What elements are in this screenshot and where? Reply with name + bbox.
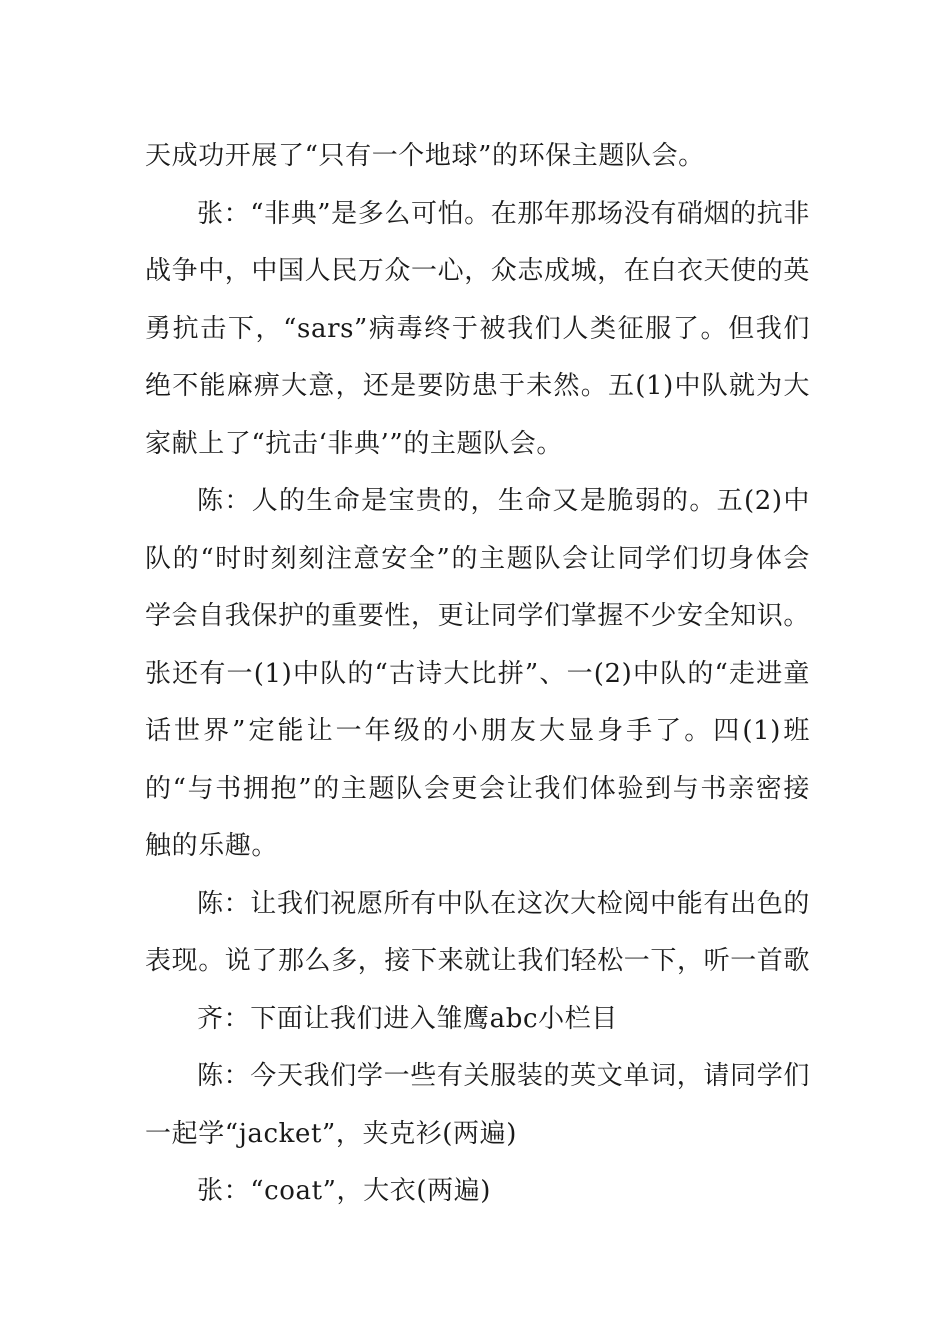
document-body bbox=[145, 128, 810, 1221]
paragraph-chen-clothing: 陈：今天我们学一些有关服装的英文单词，请同学们一起学“jacket”，夹克衫(两遍) bbox=[145, 1061, 810, 1149]
paragraph-continuation: 天成功开展了“只有一个地球”的环保主题队会。 bbox=[145, 141, 705, 171]
paragraph-zhang-coat: 张：“coat”，大衣(两遍) bbox=[197, 1176, 492, 1206]
paragraph-qi-abc: 齐：下面让我们进入雏鹰abc小栏目 bbox=[197, 1003, 618, 1034]
paragraph-zhang-sars: 张：“非典”是多么可怕。在那年那场没有硝烟的抗非战争中，中国人民万众一心，众志成城，在白衣天使的英勇抗击下，“sars”病毒终于被我们人类征服了。但我们绝不能麻痹大意，还是要防患于未然。五(1)中队就为大家献上了“抗击‘非典’”的主题队会。 bbox=[145, 198, 811, 459]
paragraph-chen-wishes: 陈：让我们祝愿所有中队在这次大检阅中能有出色的表现。说了那么多，接下来就让我们轻松一下，听一首歌 bbox=[145, 888, 811, 976]
paragraph-chen-safety: 陈：人的生命是宝贵的，生命又是脆弱的。五(2)中队的“时时刻刻注意安全”的主题队会让同学们切身体会学会自我保护的重要性，更让同学们掌握不少安全知识。张还有一(1)中队的“古诗大比拼”、一(2)中队的“走进童话世界”定能让一年级的小朋友大显身手了。四(1)班的“与书拥抱”的主题队会更会让我们体验到与书亲密接触的乐趣。 bbox=[145, 486, 811, 861]
